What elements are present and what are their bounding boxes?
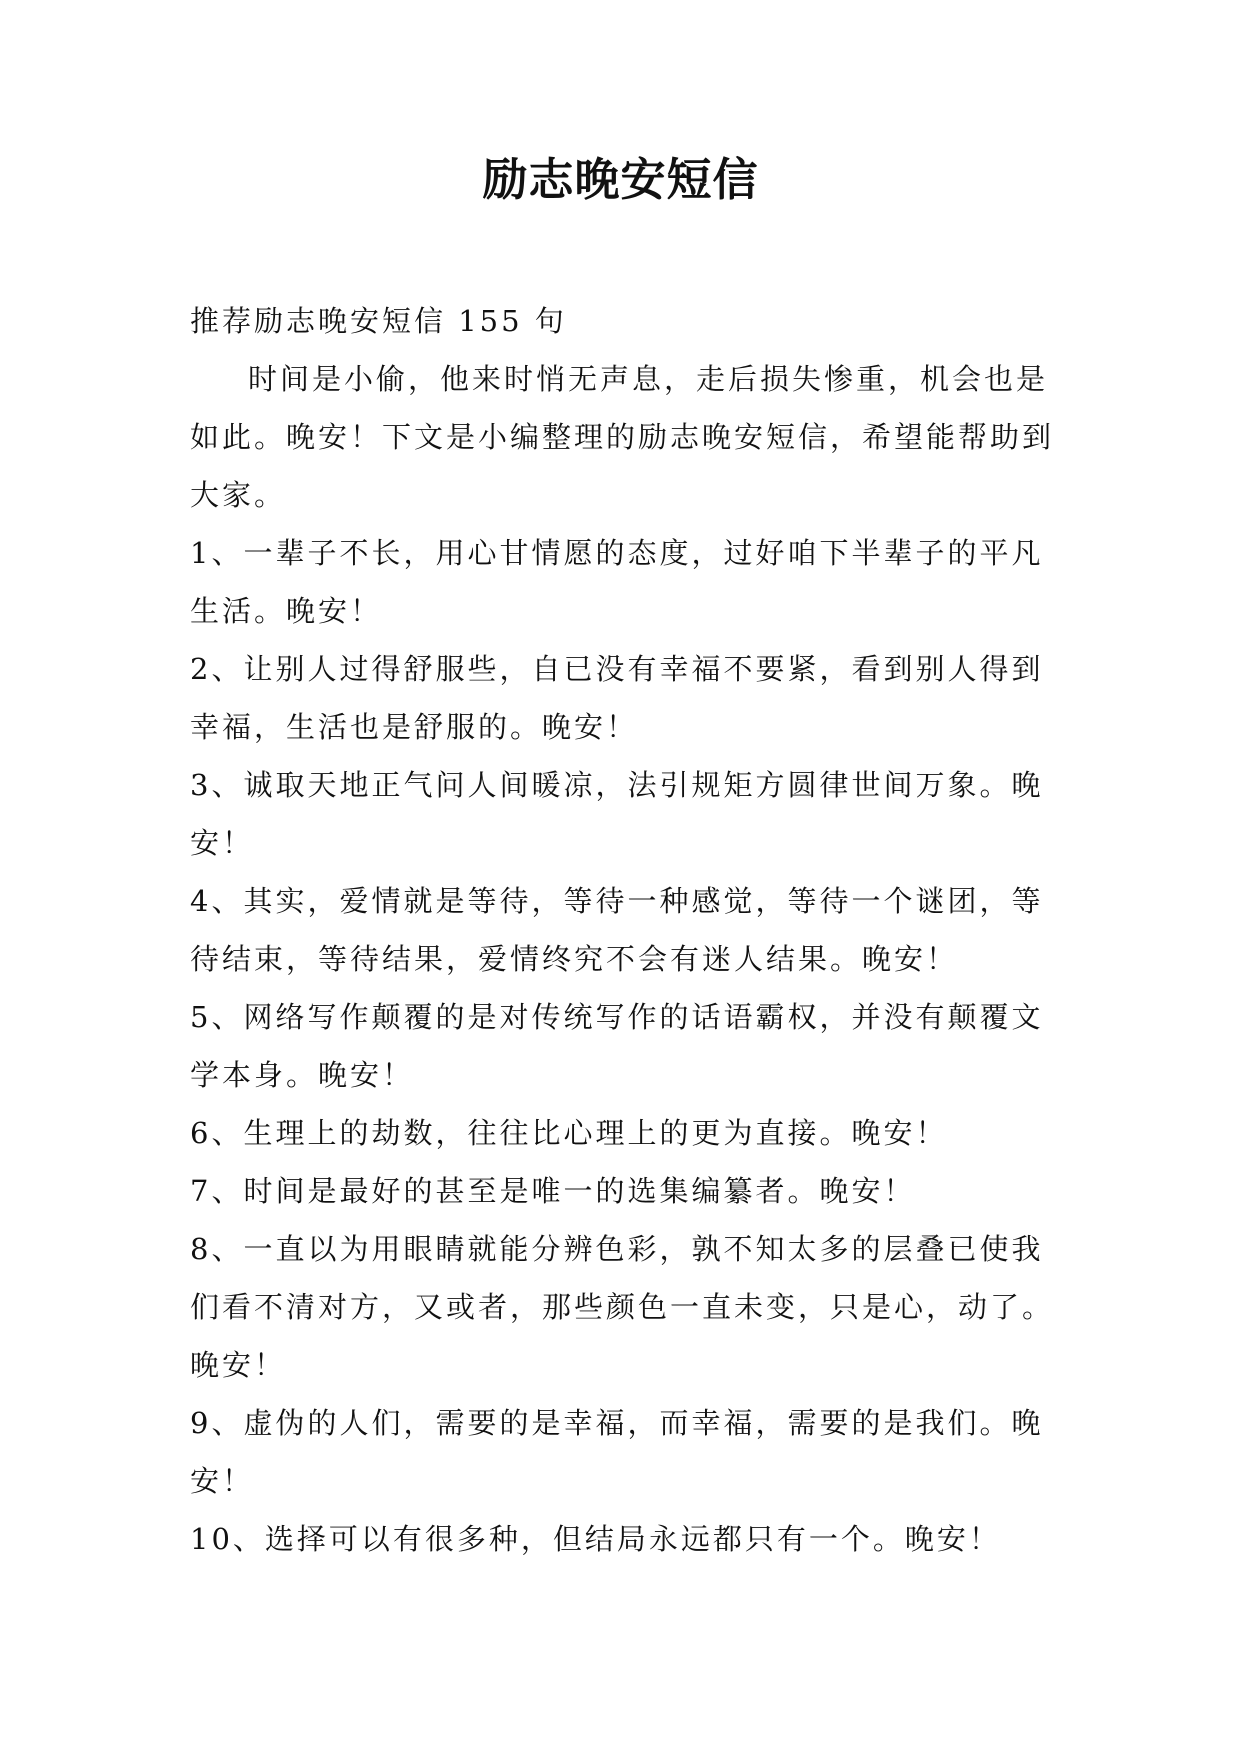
list-item: 10、选择可以有很多种，但结局永远都只有一个。晚安！	[190, 1522, 1001, 1556]
list-item: 6、生理上的劫数，往往比心理上的更为直接。晚安！	[190, 1116, 948, 1150]
document-body	[190, 292, 1056, 1568]
list-item: 2、让别人过得舒服些，自已没有幸福不要紧，看到别人得到幸福，生活也是舒服的。晚安！	[190, 652, 1044, 744]
list-item: 8、一直以为用眼睛就能分辨色彩，孰不知太多的层叠已使我们看不清对方，又或者，那些颜色一直未变，只是心，动了。晚安！	[190, 1232, 1055, 1382]
intro-paragraph: 时间是小偷，他来时悄无声息，走后损失惨重，机会也是如此。晚安！下文是小编整理的励志晚安短信，希望能帮助到大家。	[190, 362, 1055, 512]
list-item: 9、虚伪的人们，需要的是幸福，而幸福，需要的是我们。晚安！	[190, 1406, 1044, 1498]
list-item: 5、网络写作颠覆的是对传统写作的话语霸权，并没有颠覆文学本身。晚安！	[190, 1000, 1044, 1092]
document-subtitle: 推荐励志晚安短信 155 句	[190, 304, 567, 338]
list-item: 7、时间是最好的甚至是唯一的选集编纂者。晚安！	[190, 1174, 916, 1208]
list-item: 3、诚取天地正气问人间暖凉，法引规矩方圆律世间万象。晚安！	[190, 768, 1044, 860]
list-item: 4、其实，爱情就是等待，等待一种感觉，等待一个谜团，等待结束，等待结果，爱情终究不会有迷人结果。晚安！	[190, 884, 1044, 976]
document-title: 励志晚安短信	[482, 153, 759, 206]
list-item: 1、一辈子不长，用心甘情愿的态度，过好咱下半辈子的平凡生活。晚安！	[190, 536, 1044, 628]
